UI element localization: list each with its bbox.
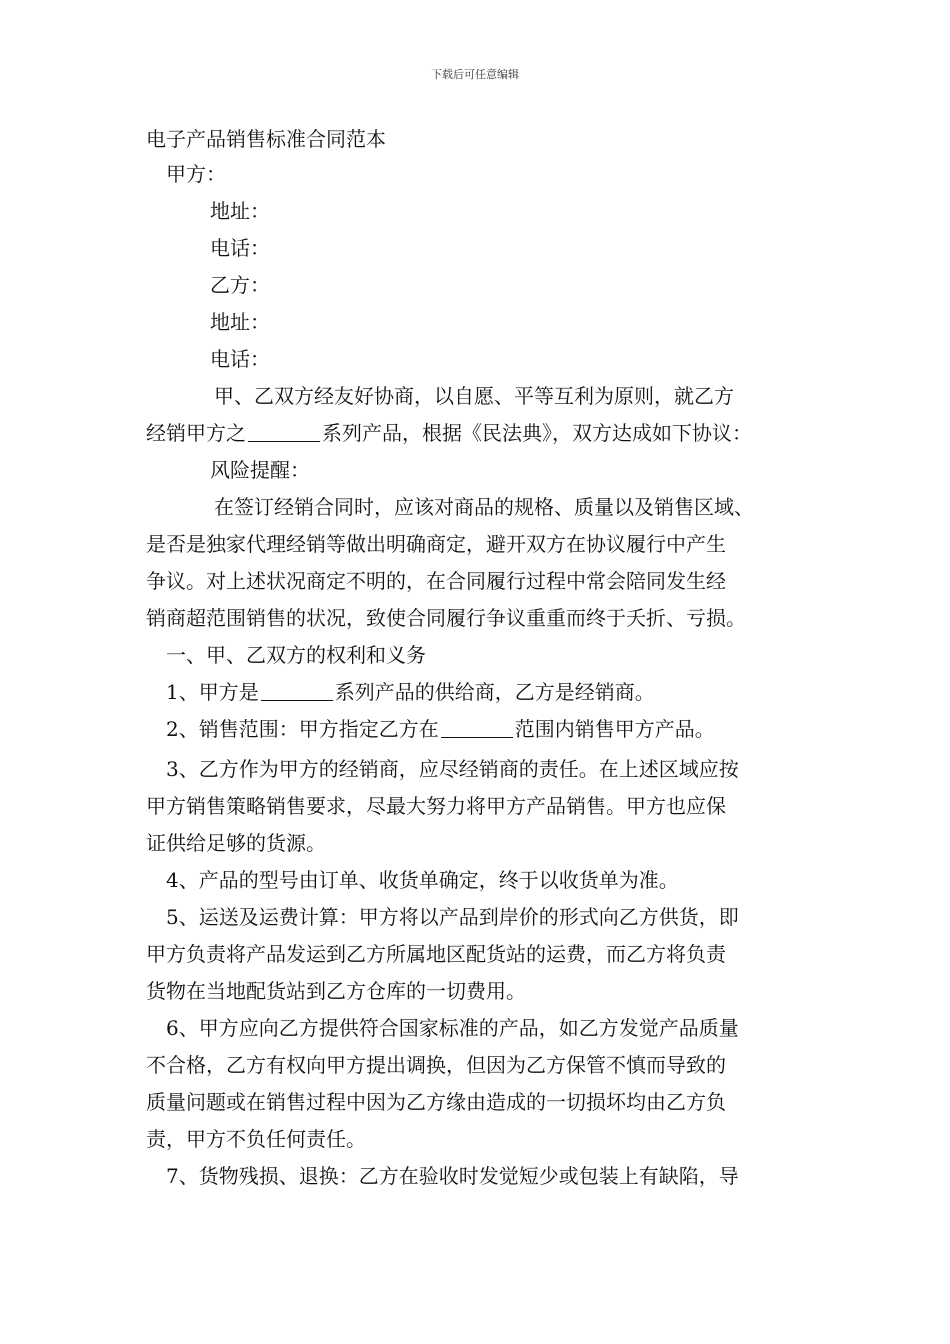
intro-line-2 [146, 421, 752, 445]
item-3-line-2: 甲方销售策略销售要求，尽最大努力将甲方产品销售。甲方也应保 [146, 794, 726, 818]
item-1-part-a: 1、甲方是 [166, 680, 259, 704]
party-a-address-label: 地址： [210, 199, 270, 223]
item-6-line-3: 质量问题或在销售过程中因为乙方缘由造成的一切损坏均由乙方负 [146, 1090, 726, 1114]
item-6-line-1: 6、甲方应向乙方提供符合国家标准的产品，如乙方发觉产品质量 [166, 1016, 739, 1040]
risk-line-1: 在签订经销合同时，应该对商品的规格、质量以及销售区域、 [214, 495, 754, 519]
risk-line-2: 是否是独家代理经销等做出明确商定，避开双方在协议履行中产生 [146, 532, 726, 556]
item-3-line-1: 3、乙方作为甲方的经销商，应尽经销商的责任。在上述区域应按 [166, 757, 739, 781]
product-series-blank [248, 423, 320, 442]
party-b-phone-label: 电话： [210, 347, 270, 371]
risk-reminder-title: 风险提醒： [210, 458, 310, 482]
section-1-title: 一、甲、乙双方的权利和义务 [166, 643, 426, 667]
item-6-line-4: 责，甲方不负任何责任。 [146, 1127, 366, 1151]
party-b-address-label: 地址： [210, 310, 270, 334]
item-2-part-a: 2、销售范围：甲方指定乙方在 [166, 717, 439, 741]
item-1 [166, 680, 655, 704]
item-1-part-b: 系列产品的供给商，乙方是经销商。 [334, 680, 655, 704]
page-header-note: 下载后可任意编辑 [431, 68, 519, 81]
item-5-line-3: 货物在当地配货站到乙方仓库的一切费用。 [146, 979, 526, 1003]
item-2-part-b: 范围内销售甲方产品。 [514, 717, 715, 741]
item-2-blank [441, 719, 513, 738]
item-2 [166, 717, 715, 741]
intro-line-2-part-a: 经销甲方之 [146, 421, 246, 445]
item-1-blank [261, 682, 333, 701]
risk-line-3: 争议。对上述状况商定不明的，在合同履行过程中常会陪同发生经 [146, 569, 726, 593]
party-a-phone-label: 电话： [210, 236, 270, 260]
item-6-line-2: 不合格，乙方有权向甲方提出调换，但因为乙方保管不慎而导致的 [146, 1053, 726, 1077]
intro-line-2-part-b: 系列产品，根据《民法典》，双方达成如下协议： [322, 421, 752, 445]
intro-line-1: 甲、乙双方经友好协商，以自愿、平等互利为原则，就乙方 [214, 384, 734, 408]
item-5-line-2: 甲方负责将产品发运到乙方所属地区配货站的运费，而乙方将负责 [146, 942, 726, 966]
item-5-line-1: 5、运送及运费计算：甲方将以产品到岸价的形式向乙方供货，即 [166, 905, 739, 929]
party-a-label: 甲方： [166, 162, 226, 186]
item-7-line-1: 7、货物残损、退换：乙方在验收时发觉短少或包装上有缺陷，导 [166, 1164, 739, 1188]
risk-line-4: 销商超范围销售的状况，致使合同履行争议重重而终于夭折、亏损。 [146, 606, 746, 630]
item-3-line-3: 证供给足够的货源。 [146, 831, 326, 855]
party-b-label: 乙方： [210, 273, 270, 297]
item-4: 4、产品的型号由订单、收货单确定，终于以收货单为准。 [166, 868, 679, 892]
document-title: 电子产品销售标准合同范本 [146, 127, 386, 151]
